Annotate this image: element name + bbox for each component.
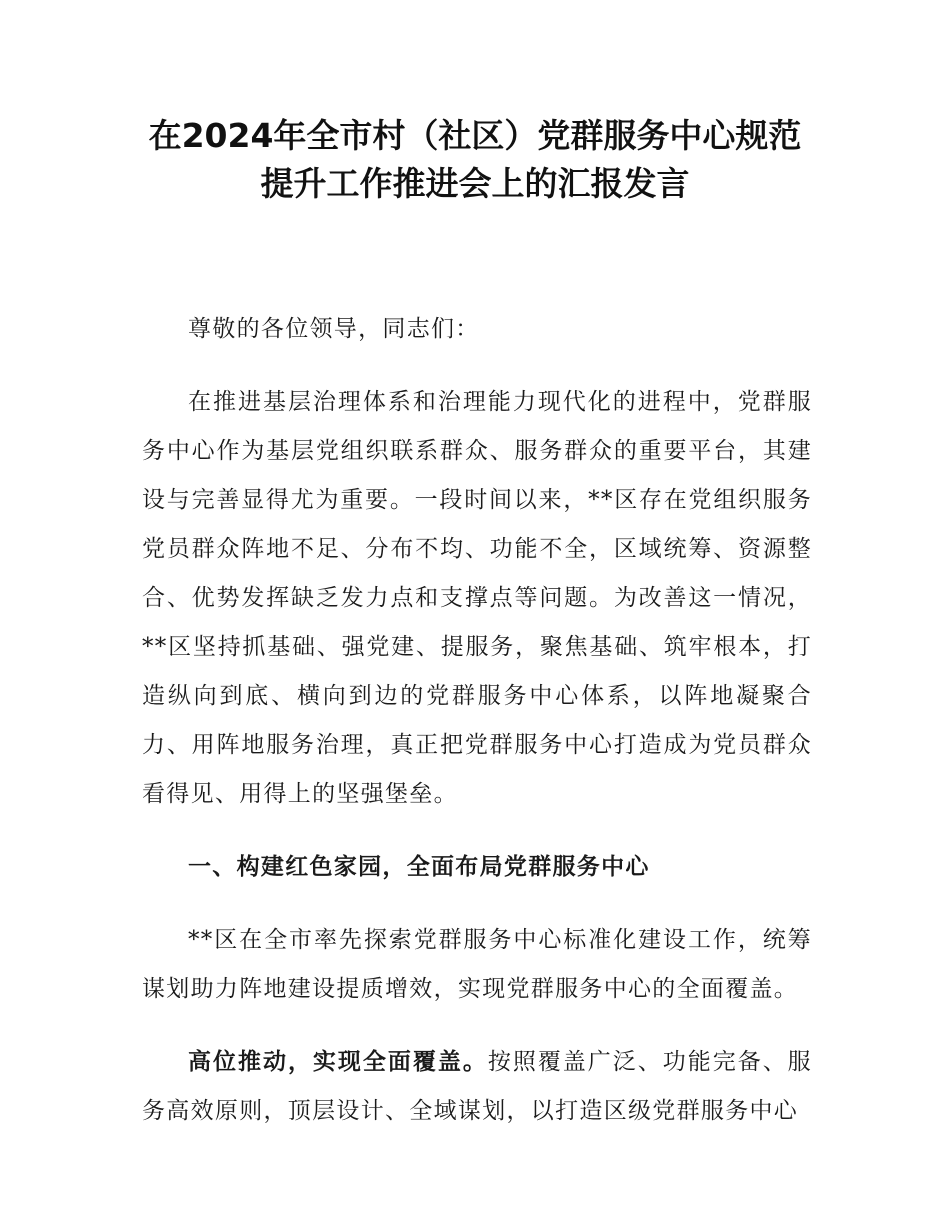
subparagraph-lead: 高位推动，实现全面覆盖。	[188, 1049, 488, 1075]
section-1-subparagraph	[142, 1038, 812, 1136]
title-line-2: 提升工作推进会上的汇报发言	[260, 164, 690, 203]
document-body	[142, 305, 812, 1136]
document-title	[100, 112, 850, 208]
title-line-1: 在2024年全市村（社区）党群服务中心规范	[148, 116, 802, 155]
section-1-paragraph: **区在全市率先探索党群服务中心标准化建设工作，统筹谋划助力阵地建设提质增效，实现党群服务中心的全面覆盖。	[142, 927, 812, 1002]
intro-paragraph: 在推进基层治理体系和治理能力现代化的进程中，党群服务中心作为基层党组织联系群众、服务群众的重要平台，其建设与完善显得尤为重要。一段时间以来，**区存在党组织服务党员群众阵地不足、分布不均、功能不全，区域统筹、资源整合、优势发挥缺乏发力点和支撑点等问题。为改善这一情况，**区坚持抓基础、强党建、提服务，聚焦基础、筑牢根本，打造纵向到底、横向到边的党群服务中心体系，以阵地凝聚合力、用阵地服务治理，真正把党群服务中心打造成为党员群众看得见、用得上的坚强堡垒。	[142, 389, 812, 807]
subparagraph-text: 按照覆盖广泛、功能完备、服务高效原则，顶层设计、全域谋划，以打造区级党群服务中心	[142, 1049, 812, 1124]
section-1-heading: 一、构建红色家园，全面布局党群服务中心	[188, 854, 650, 880]
salutation: 尊敬的各位领导，同志们：	[188, 316, 480, 342]
